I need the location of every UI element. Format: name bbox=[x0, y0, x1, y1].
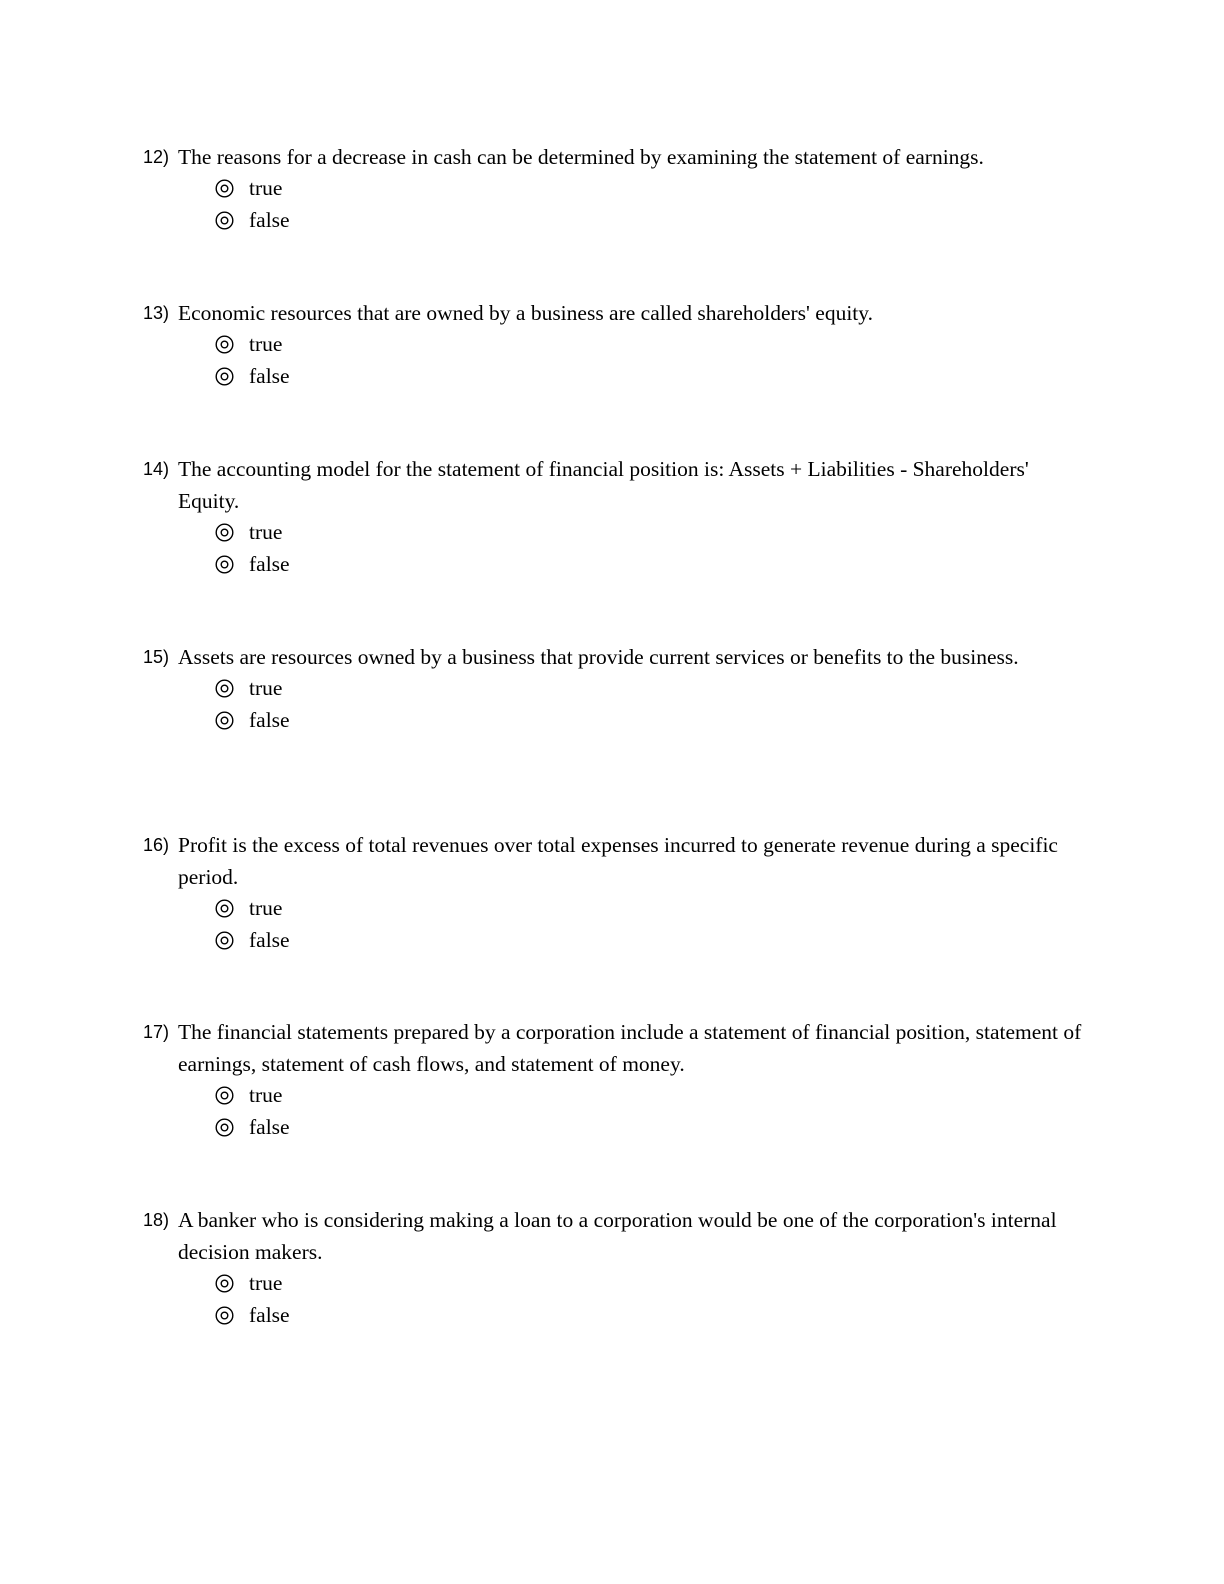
radio-button-icon[interactable] bbox=[215, 211, 234, 230]
question-13 bbox=[143, 297, 1083, 392]
question-text: The financial statements prepared by a corporation include a statement of financial position, statement of earnings, statement of cash flows, and statement of money. bbox=[178, 1020, 1082, 1076]
option-true[interactable] bbox=[215, 1268, 1083, 1300]
option-true[interactable] bbox=[215, 173, 1083, 205]
radio-button-icon[interactable] bbox=[215, 711, 234, 730]
radio-button-icon[interactable] bbox=[215, 179, 234, 198]
option-label: true bbox=[249, 176, 283, 201]
option-label: true bbox=[249, 1271, 283, 1296]
option-label: false bbox=[249, 551, 290, 576]
answer-options bbox=[215, 173, 1083, 236]
option-false[interactable] bbox=[215, 1300, 1083, 1332]
option-label: false bbox=[249, 707, 290, 732]
question-number: 13) bbox=[143, 303, 170, 323]
option-label: true bbox=[249, 676, 283, 701]
option-false[interactable] bbox=[215, 705, 1083, 737]
option-true[interactable] bbox=[215, 1080, 1083, 1112]
option-false[interactable] bbox=[215, 361, 1083, 393]
question-number: 17) bbox=[143, 1022, 170, 1042]
radio-button-icon[interactable] bbox=[215, 931, 234, 950]
option-label: true bbox=[249, 332, 283, 357]
question-text: Profit is the excess of total revenues over total expenses incurred to generate revenue during a specific period. bbox=[178, 833, 1058, 889]
option-label: false bbox=[249, 1114, 290, 1139]
option-label: false bbox=[249, 207, 290, 232]
answer-options bbox=[215, 1080, 1083, 1143]
answer-options bbox=[215, 1268, 1083, 1331]
question-17 bbox=[143, 1016, 1083, 1143]
radio-button-icon[interactable] bbox=[215, 523, 234, 542]
question-text: A banker who is considering making a loan to a corporation would be one of the corporation's internal decision makers. bbox=[178, 1208, 1057, 1264]
question-number: 18) bbox=[143, 1210, 170, 1230]
question-text: Economic resources that are owned by a business are called shareholders' equity. bbox=[178, 301, 874, 325]
option-true[interactable] bbox=[215, 517, 1083, 549]
option-label: false bbox=[249, 1302, 290, 1327]
answer-options bbox=[215, 517, 1083, 580]
question-number: 12) bbox=[143, 147, 170, 167]
radio-button-icon[interactable] bbox=[215, 1118, 234, 1137]
question-number: 16) bbox=[143, 835, 170, 855]
option-false[interactable] bbox=[215, 205, 1083, 237]
answer-options bbox=[215, 329, 1083, 392]
radio-button-icon[interactable] bbox=[215, 1086, 234, 1105]
option-label: true bbox=[249, 1083, 283, 1108]
question-text: Assets are resources owned by a business that provide current services or benefits to the business. bbox=[178, 645, 1019, 669]
option-label: true bbox=[249, 520, 283, 545]
question-text: The accounting model for the statement of financial position is: Assets + Liabilities - Shareholders' Equity. bbox=[178, 457, 1029, 513]
option-false[interactable] bbox=[215, 925, 1083, 957]
question-18 bbox=[143, 1204, 1083, 1331]
question-15 bbox=[143, 641, 1083, 736]
option-true[interactable] bbox=[215, 673, 1083, 705]
radio-button-icon[interactable] bbox=[215, 555, 234, 574]
radio-button-icon[interactable] bbox=[215, 1306, 234, 1325]
question-text: The reasons for a decrease in cash can be determined by examining the statement of earnings. bbox=[178, 145, 984, 169]
question-number: 14) bbox=[143, 459, 170, 479]
answer-options bbox=[215, 893, 1083, 956]
radio-button-icon[interactable] bbox=[215, 899, 234, 918]
radio-button-icon[interactable] bbox=[215, 679, 234, 698]
option-label: false bbox=[249, 927, 290, 952]
question-16 bbox=[143, 829, 1083, 956]
radio-button-icon[interactable] bbox=[215, 1274, 234, 1293]
option-false[interactable] bbox=[215, 1112, 1083, 1144]
option-label: true bbox=[249, 896, 283, 921]
answer-options bbox=[215, 673, 1083, 736]
option-true[interactable] bbox=[215, 329, 1083, 361]
option-false[interactable] bbox=[215, 549, 1083, 581]
radio-button-icon[interactable] bbox=[215, 367, 234, 386]
question-14 bbox=[143, 453, 1083, 580]
question-number: 15) bbox=[143, 647, 170, 667]
option-label: false bbox=[249, 363, 290, 388]
radio-button-icon[interactable] bbox=[215, 335, 234, 354]
question-12 bbox=[143, 141, 1083, 236]
option-true[interactable] bbox=[215, 893, 1083, 925]
